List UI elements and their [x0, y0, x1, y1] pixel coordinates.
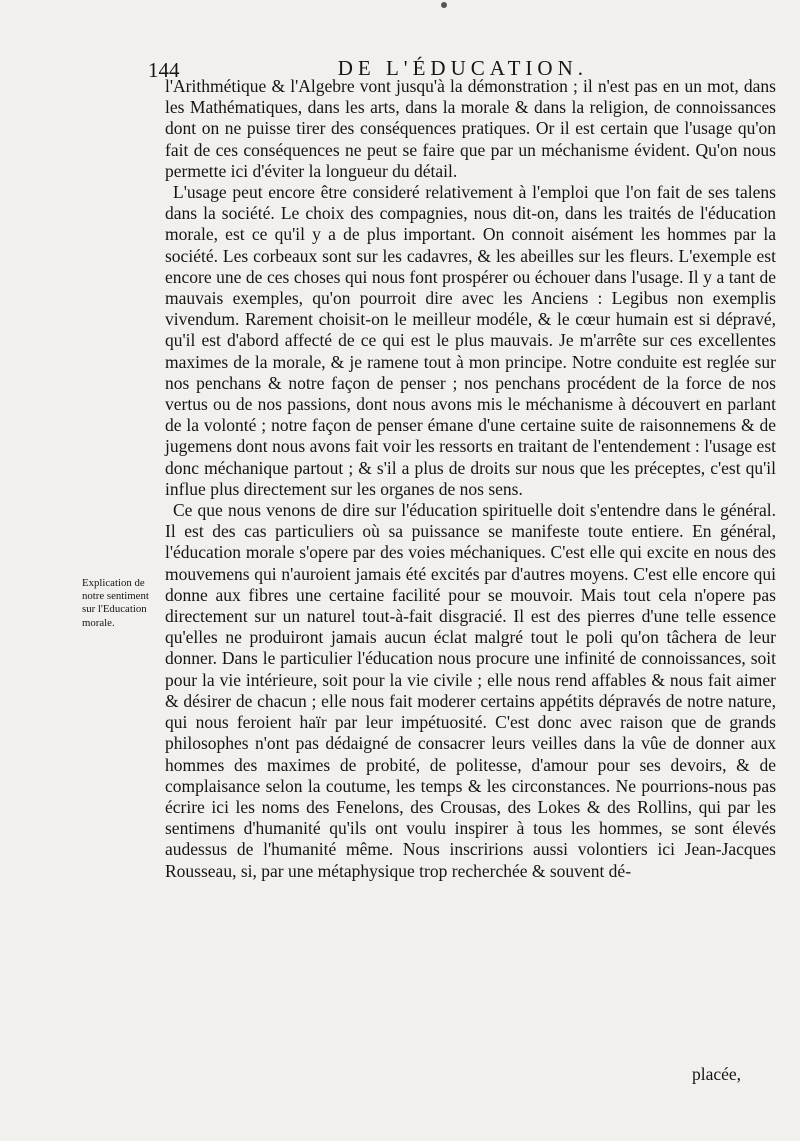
paragraph-2: L'usage peut encore être consideré relativement à l'emploi que l'on fait de ses talens dans la société. Le choix des compagnies, nous dit-on, dans les traités de l'éducation morale, est ce qu'il y a de plus important. On connoit aisément les hommes par la société. Les corbeaux sont sur les cadavres, & les abeilles sur les fleurs. L'exemple est encore une de ces choses qui nous font prospérer ou échouer dans l'usage. Il y a tant de mauvais exemples, qu'on pourroit dire avec les Anciens : Legibus non exemplis vivendum. Rarement choisit-on le meilleur modéle, & le cœur humain est si dépravé, qu'il est d'abord affecté de ce qui est le plus mauvais. Je m'arrête sur ces excellentes maximes de la morale, & je ramene tout à mon principe. Notre conduite est reglée sur nos penchans & notre façon de penser ; nos penchans procédent de la force de nos vertus ou de nos passions, dont nous avons mis le méchanisme à découvert en parlant de la volonté ; notre façon de penser émane d'une certaine suite de raisonnemens & de jugemens dont nous avons fait voir les ressorts en traitant de l'entendement : l'usage est donc méchanique partout ; & s'il a plus de droits sur nous que les préceptes, c'est qu'il influe plus directement sur les organes de nos sens. [165, 182, 776, 499]
body-text [165, 76, 776, 882]
margin-note: Explication de notre sentiment sur l'Education morale. [82, 577, 149, 629]
running-title: DE L'ÉDUCATION. [337, 56, 588, 80]
page-number: 144 [148, 58, 180, 82]
paragraph-3: Ce que nous venons de dire sur l'éducation spirituelle doit s'entendre dans le général. Il est des cas particuliers où sa puissance se manifeste toute entiere. En général, l'éducation morale s'opere par des voies méchaniques. C'est elle qui excite en nous des mouvemens qui n'auroient jamais été excités par d'autres moyens. C'est elle encore qui donne aux fibres une certaine facilité pour se mouvoir. Mais tout cela n'opere pas directement sur un naturel tout-à-fait disgracié. Il est des pierres d'une telle essence qu'elles ne produiront jamais aucun éclat malgré tout le poli qu'on tâchera de leur donner. Dans le particulier l'éducation nous procure une infinité de connoissances, soit pour la vie intérieure, soit pour la vie civile ; elle nous rend affables & nous fait aimer & désirer de chacun ; elle nous fait moderer certains appétits dépravés de notre nature, qui nous feroient haïr par leur impétuosité. C'est donc avec raison que de grands philosophes n'ont pas dédaigné de consacrer leurs veilles dans la vûe de donner aux hommes des maximes de probité, de politesse, d'amour pour ses devoirs, & de complaisance selon la coutume, les temps & les circonstances. Ne pourrions-nous pas écrire ici les noms des Fenelons, des Crousas, des Lokes & des Rollins, qui par les sentimens d'humanité qu'ils ont voulu inspirer à tous les hommes, se sont élevés audessus de l'humanité même. Nous inscririons aussi volontiers ici Jean-Jacques Rousseau, si, par une métaphysique trop recherchée & souvent dé- [165, 500, 776, 881]
ink-spot [441, 2, 447, 8]
catchword: placée, [692, 1064, 742, 1084]
paragraph-1: l'Arithmétique & l'Algebre vont jusqu'à la démonstration ; il n'est pas en un mot, dans les Mathématiques, dans les arts, dans la morale & dans la religion, de connoissances dont on ne puisse tirer des conséquences pratiques. Or il est certain que l'usage qu'on fait de ces conséquences ne peut se faire que par un méchanisme évident. Qu'on nous permette ici d'éviter la longueur du détail. [165, 76, 776, 181]
